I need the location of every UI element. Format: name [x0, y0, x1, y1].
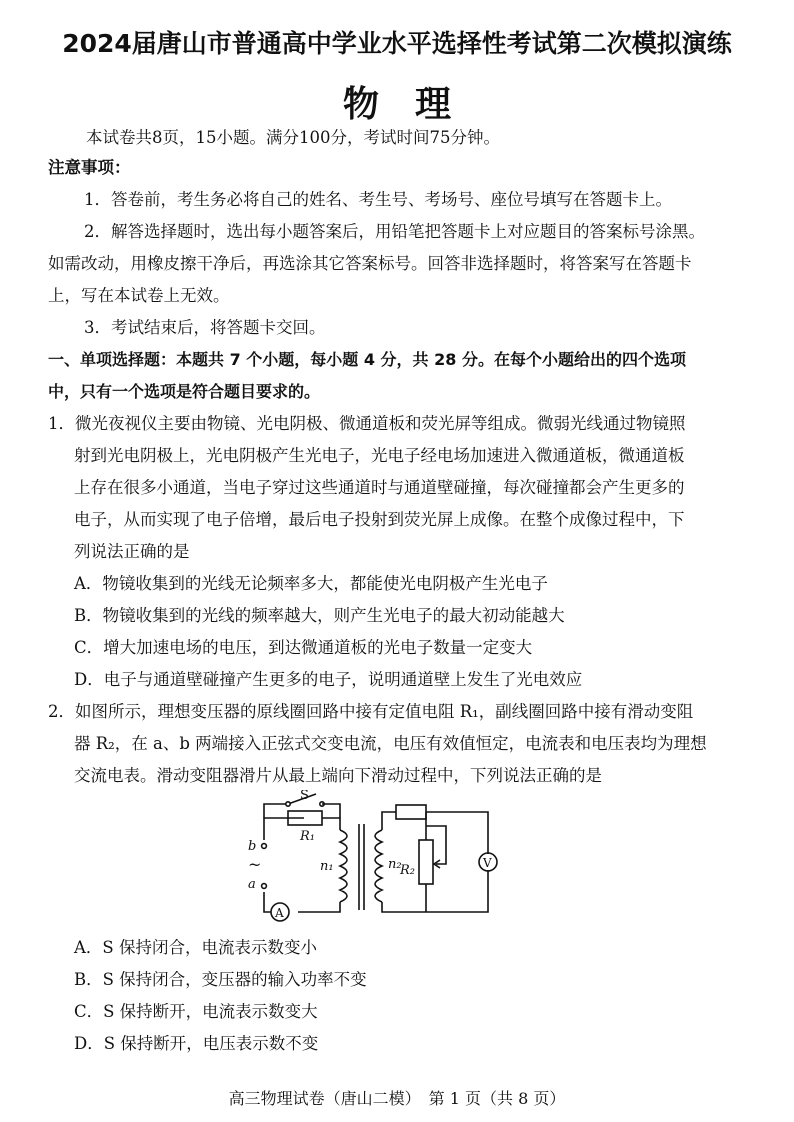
notice-line: 1．答卷前，考生务必将自己的姓名、考生号、考场号、座位号填写在答题卡上。 [84, 190, 672, 209]
question-2-option-c: C．S 保持断开，电流表示数变大 [74, 1002, 318, 1021]
switch-label: S [300, 790, 309, 803]
n2-label: n₂ [388, 857, 402, 872]
question-2-option-d: D．S 保持断开，电压表示数不变 [74, 1034, 319, 1053]
ammeter-icon: A [275, 906, 284, 920]
question-1-text: 射到光电阴极上，光电阴极产生光电子，光电子经电场加速进入微通道板，微通道板 [74, 446, 685, 465]
section-heading: 一、单项选择题：本题共 7 个小题，每小题 4 分，共 28 分。在每个小题给出的四个选项 [48, 350, 686, 369]
notice-heading: 注意事项： [48, 158, 131, 177]
question-1-text: 1．微光夜视仪主要由物镜、光电阴极、微通道板和荧光屏等组成。微弱光线通过物镜照 [48, 414, 686, 433]
transformer-circuit-diagram [236, 790, 516, 930]
exam-intro: 本试卷共8页，15小题。满分100分，考试时间75分钟。 [86, 128, 500, 147]
question-1-option-b: B．物镜收集到的光线的频率越大，则产生光电子的最大初动能越大 [74, 606, 565, 625]
terminal-a-label: a [248, 877, 256, 892]
question-2-option-b: B．S 保持闭合，变压器的输入功率不变 [74, 970, 367, 989]
terminal-b-label: b [248, 839, 257, 854]
question-1-option-c: C．增大加速电场的电压，到达微通道板的光电子数量一定变大 [74, 638, 533, 657]
question-1-text: 电子，从而实现了电子倍增，最后电子投射到荧光屏上成像。在整个成像过程中，下 [74, 510, 685, 529]
question-2-text: 交流电表。滑动变阻器滑片从最上端向下滑动过程中，下列说法正确的是 [74, 766, 602, 785]
notice-line: 3．考试结束后，将答题卡交回。 [84, 318, 326, 337]
section-heading: 中，只有一个选项是符合题目要求的。 [48, 382, 321, 401]
subject-title: 物 理 [342, 84, 451, 125]
voltmeter-icon: V [483, 856, 492, 870]
question-1-text: 列说法正确的是 [74, 542, 190, 561]
notice-line: 如需改动，用橡皮擦干净后，再选涂其它答案标号。回答非选择题时，将答案写在答题卡 [48, 254, 692, 273]
r1-label: R₁ [300, 829, 315, 844]
exam-title: 2024届唐山市普通高中学业水平选择性考试第二次模拟演练 [62, 29, 732, 58]
question-2-text: 2．如图所示，理想变压器的原线圈回路中接有定值电阻 R₁，副线圈回路中接有滑动变阻 [48, 702, 694, 721]
ac-source-symbol: ~ [248, 855, 262, 874]
page-footer: 高三物理试卷（唐山二模） 第 1 页（共 8 页） [228, 1089, 566, 1108]
question-1-text: 上存在很多小通道，当电子穿过这些通道时与通道壁碰撞，每次碰撞都会产生更多的 [74, 478, 685, 497]
notice-line: 2．解答选择题时，选出每小题答案后，用铅笔把答题卡上对应题目的答案标号涂黑。 [84, 222, 705, 241]
n1-label: n₁ [320, 859, 334, 874]
r2-label: R₂ [400, 863, 415, 878]
question-1-option-d: D．电子与通道壁碰撞产生更多的电子，说明通道壁上发生了光电效应 [74, 670, 583, 689]
notice-line: 上，写在本试卷上无效。 [48, 286, 230, 305]
question-1-option-a: A．物镜收集到的光线无论频率多大，都能使光电阴极产生光电子 [74, 574, 548, 593]
question-2-option-a: A．S 保持闭合，电流表示数变小 [74, 938, 317, 957]
question-2-text: 器 R₂，在 a、b 两端接入正弦式交变电流，电压有效值恒定，电流表和电压表均为理想 [74, 734, 707, 753]
